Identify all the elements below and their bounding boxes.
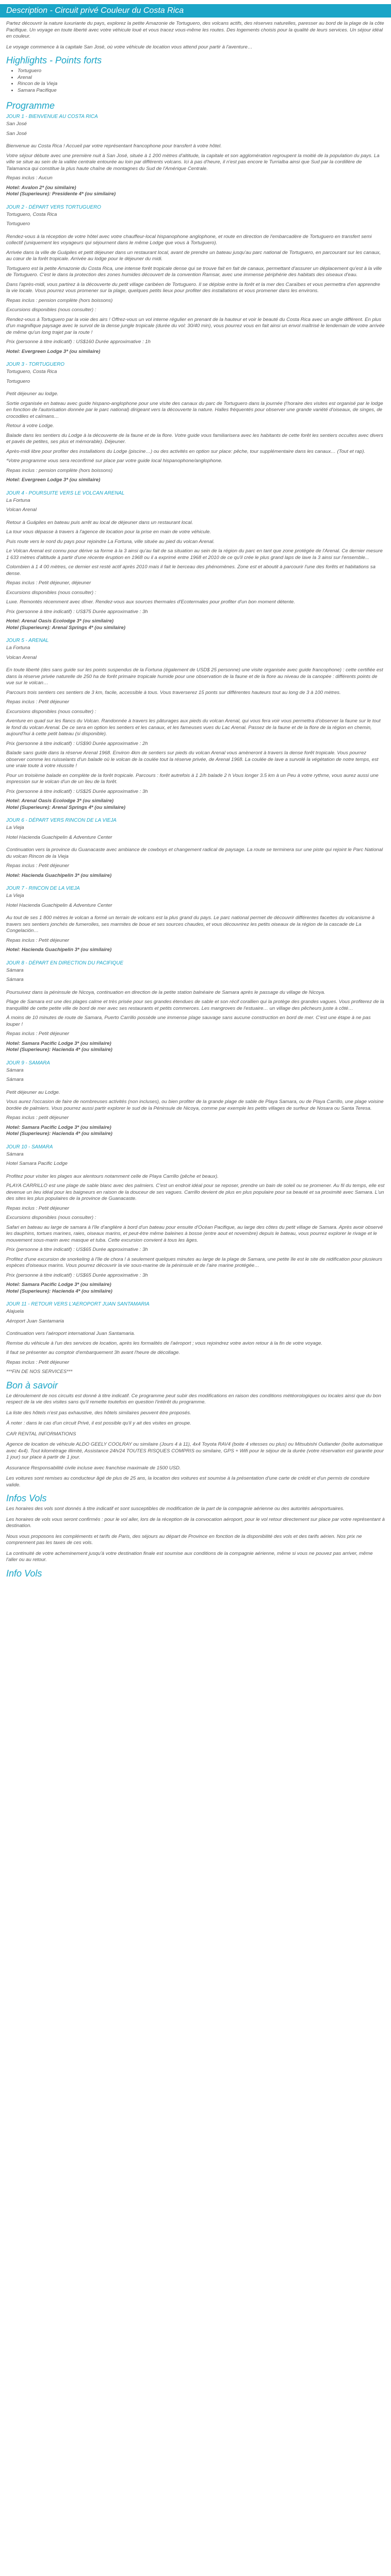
day-paragraph: Profitez pour visiter les plages aux alentours notamment celle de Playa Carrillo (pêche et beaux). — [6, 1173, 219, 1179]
day-paragraph: Remise du véhicule à l'un des services de location, après les formalités de l'aéroport ; vous rejoindrez votre avion retour à la fin de votre voyage. — [6, 1340, 323, 1346]
hotel-name: Hotel: Samara Pacific Lodge 3* (ou similaire) — [6, 1040, 111, 1046]
day-paragraph: Profitez d'une excursion de snorkeling à l'île de chora ! à seulement quelques minutes au large de la plage de Samara, une petite île est le site de nidification pour plusieurs espèces d'oiseaux marins. Vous pourrez découvrir la vie sous-marine de la péninsule et de l'aire marine protégée… — [6, 1256, 382, 1268]
day-paragraph: Prix (personne à titre indicatif) : US$25 Durée approximative : 3h — [6, 788, 148, 794]
day-paragraph: Repas inclus : pension complète (hors boissons) — [6, 467, 113, 473]
day-location: Tortuguero — [6, 221, 30, 227]
day-location: La Vieja — [6, 825, 24, 831]
day-paragraph: Vous aurez l'occasion de faire de nombreuses activités (non incluses), ou bien profiter de la grande plage de sable de Playa Samara, ou de Playa Carrillo, une plage voisine bordée de palmiers. Vous pourrez aussi partir explorer le sud de la Péninsule de Nicoya, comme par exemple les petits villages de surfeur de Nosara ou Santa Teresa. — [6, 1099, 384, 1111]
day-title: JOUR 7 - RINCON DE LA VIEJA — [6, 886, 80, 891]
day-location: La Vieja — [6, 893, 24, 899]
day-location: Alajuela — [6, 1309, 24, 1314]
hotel-list — [6, 349, 385, 355]
programme-days — [6, 113, 385, 1376]
day-paragraph: Rendez-vous à Tortuguero par la voie des airs ! Offrez-vous un vol interne régulier en prenant de la hauteur et voir le beauté du Costa Rica avec un angle différent. En plus d'un magnifique paysage avec le survol de la dense jungle tropicale (durée du vol: 30/40 min), vous pourrez vous en fait ainsi un envol maîtrisé le lendemain de votre arrivée de même qu'un long trajet par la route ! — [6, 316, 385, 335]
day-paragraph: Excursions disponibles (nous consulter) : — [6, 307, 96, 313]
day-paragraph: PLAYA CARRILLO est une plage de sable blanc avec des palmiers. C'est un endroit idéal pour se reposer, prendre un bain de soleil ou se promener. Au fil du temps, elle est devenue un lieu idéal pour les baigneurs en raison de la douceur de ses vagues. Carrillo devient de plus en plus populaire pour sa beauté et sa proximité avec Samara. L'un des sites les plus populaires de la province de Guanacaste. — [6, 1183, 385, 1201]
highlights-list — [6, 68, 385, 94]
hotel-name: Hotel: Evergreen Lodge 3* (ou similaire) — [6, 348, 101, 354]
day-paragraph: Au tout de ses 1 800 mètres le volcan a formé un terrain de volcans est la plus grand du pays. Le parc national permet de découvrir différentes facettes du volcanisme à travers ses sentiers jonchés de fumerolles, ses marmites de boue et ses sources chaudes, et vous découvrirez les petits oiseaux de la région de la cascade de La Congelación… — [6, 915, 375, 934]
day-paragraph: Petit déjeuner au Lodge. — [6, 1089, 60, 1095]
day-paragraph: Prix (personne à titre indicatif) : US$65 Durée approximative : 3h — [6, 1247, 148, 1252]
day-paragraph: Prix (personne à titre indicatif) : US$65 Durée approximative : 3h — [6, 1272, 148, 1278]
day-location: Sámara — [6, 1151, 24, 1157]
day-paragraph: Aventure en quad sur les flancs du Volcan. Randonnée à travers les pâturages aux pieds du volcan Arenal, qui vous fera voir vous permettra d'observer la faune sur le tout le fond du volcan Arenal. De ce sera en option les sentiers et les canaux, et les fameuses vues du Lac Arenal. Passez de la faune et de la flore de la région en chemin, aujourd'hui à cette petit bateau (si disponible). — [6, 718, 381, 737]
day-paragraph: Repas inclus : Aucun — [6, 175, 53, 181]
day-title: JOUR 3 - TORTUGUERO — [6, 362, 64, 367]
day-paragraph: Balade sans guide dans la réserve Arenal 1968. Environ 4km de sentiers sur pieds du volcan Arenal vous amèneront à travers la dense forêt tropicale. Vous pourrez observer comme les ruisselants d'un balade où le volcan de la coulée tout la réserve privée, de Arenal 1968. La coulée de lave a survolé la végétation de notre temps, est une vraie toute à votre réussite ! — [6, 750, 379, 769]
hotel-name: Hotel: Evergreen Lodge 3* (ou similaire) — [6, 477, 101, 483]
day-paragraph: Repas inclus : petit déjeuner — [6, 1115, 69, 1121]
day-location: Hotel Hacienda Guachipelin & Adventure Center — [6, 834, 112, 840]
day-paragraph: *Votre programme vous sera reconfirmé sur place par votre guide local hispanophone/anglophone. — [6, 458, 223, 464]
hotel-name: Hotel: Arenal Oasis Ecolodge 3* (ou similaire) — [6, 798, 114, 804]
intro-paragraph: Partez découvrir la nature luxuriante du pays, explorez la petite Amazonie de Tortuguero, des volcans actifs, des réserves naturelles, paresser au bord de la plage de la côte Pacifique. Un voyage en toute liberté avec votre véhicule loué et vous tracez vous-même les routes. Des logements choisis pour la qualité de leurs services. Un séjour idéal en couleur. — [6, 21, 384, 39]
savoir-paragraph: Les voitures sont remises au conducteur âgé de plus de 25 ans, la location des voitures est soumise à la présentation d'une carte de crédit et d'un permis de conduire valide. — [6, 1476, 370, 1488]
infos-vols-title: Infos Vols — [6, 1493, 47, 1503]
day-paragraph: En toute liberté (des sans guide sur les points suspendus de la Fortuna (également de USD$ 25 personne) une visite organisée avec guide francophone) : cette certifiée est dans la réserve privée naturelle de 250 ha de forêt primaire tropicale humide pour une observation de la faune et de la flore au niveau de la canopée : différents points de vue sur le volcan… — [6, 667, 383, 686]
hotel-name: Hotel (Superieure): Hacienda 4* (ou similaire) — [6, 1131, 112, 1137]
programme-day — [6, 361, 385, 484]
programme-day — [6, 490, 385, 632]
programme-day — [6, 817, 385, 879]
day-paragraph: Prix (personne à titre indicatif) : US$160 Durée approximative : 1h — [6, 339, 151, 345]
day-paragraph: Continuation vers la province du Guanacaste avec ambiance de cowboys et changement radical de paysage. La route se terminera sur une piste qui rejoint le Parc National du volcan Rincon de la Vieja — [6, 847, 383, 859]
day-paragraph: Pour un troisième balade en complète de la forêt tropicale. Parcours : forêt autrefois à 1 2/h balade 2 h Vous longer 3.5 km à un Peu à votre rythme, vous aurez aussi une impression sur le volcan d'un de un lieu de la forêt. — [6, 772, 379, 785]
day-paragraph: Poursuivez dans la péninsule de Nicoya, continuation en direction de la petite station balnéaire de Samara après le passage du village de Nicoya. — [6, 989, 325, 995]
day-paragraph: Safari en bateau au large de samara à l'île d'anglière à bord d'un bateau pour ensuite d'Océan Pacifique, au large des côtes du petit village de Samara. Après avoir observé les dauphins, tortues marines, raies, oiseaux marins, et peut-être même baleines à bosse (entre aout et novembre) depuis le bateau, vous pourrez explorer le rivage et le mouvement sous-marin avec masque et tuba. Cette excursion convient à tous les âges. — [6, 1224, 383, 1243]
savoir-paragraph: CAR RENTAL INFORMATIONS — [6, 1431, 76, 1437]
day-paragraph: À moins de 10 minutes de route de Samara, Puerto Carrillo possède une immense plage sauvage sans aucune construction en bord de mer. C'est une étape à ne pas louper ! — [6, 1015, 371, 1027]
infos-vols-paragraph: Les horaires des vols sont donnés à titre indicatif et sont susceptibles de modification de la part de la compagnie aérienne ou des autorités aéroportuaires. — [6, 1506, 345, 1512]
day-location: Hotel Samara Pacific Lodge — [6, 1161, 68, 1166]
day-paragraph: Prix (personne à titre indicatif) : US$90 Durée approximative : 2h — [6, 740, 148, 747]
programme-day — [6, 113, 385, 198]
hotel-name: Hotel (Superieure): Arenal Springs 4* (ou similaire) — [6, 624, 126, 631]
hotel-name: Hotel: Hacienda Guachipelin 3* (ou similaire) — [6, 947, 112, 953]
hotel-name: Hotel: Samara Pacific Lodge 3* (ou similaire) — [6, 1124, 111, 1130]
day-paragraph: Il faut se présenter au comptoir d'embarquement 3h avant l'heure de décollage. — [6, 1350, 180, 1355]
hotel-list — [6, 1125, 385, 1138]
day-paragraph: ***FIN DE NOS SERVICES*** — [6, 1369, 73, 1375]
day-paragraph: Arrivée dans la ville de Guápiles et petit déjeuner dans un restaurant local, avant de prendre un bateau jusqu'au parc national de Tortuguero, en parcourant sur les canaux, au cœur de la forêt tropicale. Arrivée au lodge pour le déjeuner du midi. — [6, 249, 381, 262]
hotel-list — [6, 477, 385, 484]
day-paragraph: Bienvenue au Costa Rica ! Accueil par votre représentant francophone pour transfert à votre hôtel. — [6, 143, 222, 149]
hotel-name: Hotel (Superieure): Hacienda 4* (ou similaire) — [6, 1288, 112, 1294]
highlight-item: • Rincon de la Vieja — [18, 81, 385, 88]
day-paragraph: Repas inclus : Petit déjeuner — [6, 937, 70, 943]
day-location: Tortuguero, Costa Rica — [6, 211, 57, 217]
infos-vols-section — [6, 1506, 385, 1564]
day-paragraph: Plage de Samara est une des plages calme et très prisée pour ses grandes étendues de sable et son récif corallien qui la protège des grandes vagues. Vous profiterez de la tranquillité de cette petite ville de bord de mer avec ses restaurants et petits commerces. Les mangroves de l'estuaire… un village des pêcheurs juste à côté… — [6, 999, 384, 1011]
highlight-item: • Arenal — [18, 75, 385, 81]
day-paragraph: Parcours trois sentiers ces sentiers de 3 km, facile, accessible à tous. Vous traverserez 15 ponts sur différentes hauteurs tout au long de 3 à 100 mètres. — [6, 689, 341, 696]
day-paragraph: Repas inclus : Petit déjeuner — [6, 1031, 70, 1037]
day-location: Sámara — [6, 1067, 24, 1073]
savoir-paragraph: Agence de location de véhicule ALDO GEELY COOLRAY ou similaire (Jours 4 à 11), 4x4 Toyota RAV4 (boite 4 vitesses ou plus) ou Mitsubishi Outlander (boîte automatique avec 4x4). Tout kilométrage illimité, Assistance 24h/24 TOUTES RISQUES COMPRIS ou similaire, GPS + Wifi pour le séjour de la durée (votre réservation est garantie pour 1 jour) sur place à partir de 1 jour. — [6, 1442, 384, 1460]
savoir-paragraph: Assurance Responsabilité civile incluse avec franchise maximale de 1500 USD. — [6, 1465, 181, 1471]
day-title: JOUR 10 - SAMARA — [6, 1144, 53, 1150]
hotel-list — [6, 873, 385, 879]
day-title: JOUR 6 - DÉPART VERS RINCON DE LA VIEJA — [6, 818, 117, 823]
day-title: JOUR 2 - DÉPART VERS TORTUGUERO — [6, 204, 101, 210]
day-location: Sámara — [6, 1077, 24, 1082]
day-paragraph: Sortie organisée en bateau avec guide hispano-anglophone pour une visite des canaux du parc de Tortuguero dans la journée (l'horaire des visites est organisé par le lodge en fonction de l'autorisation donnée par le parc national) dirigeant vers la découverte la nature. Halles fréquentés pour observer une grande variété d'oiseaux, de singes, de crocodiles et caïmans… — [6, 400, 383, 419]
infos-vols-paragraph: La continuité de votre acheminement jusqu'à votre destination finale est soumise aux conditions de la compagnie aérienne, même si vous ne pouvez pas arriver, même l'aller ou au retour. — [6, 1550, 373, 1563]
day-title: JOUR 9 - SAMARA — [6, 1060, 50, 1066]
day-location: Volcan Arenal — [6, 507, 37, 513]
savoir-section — [6, 1393, 385, 1489]
programme-day — [6, 960, 385, 1054]
hotel-name: Hotel (Superieure): Arenal Springs 4* (ou similaire) — [6, 804, 126, 810]
day-location: Hotel Hacienda Guachipelin & Adventure Center — [6, 902, 112, 908]
day-paragraph: Petit déjeuner au lodge. — [6, 391, 59, 397]
highlights-title: Highlights - Points forts — [6, 55, 102, 65]
day-title: JOUR 8 - DÉPART EN DIRECTION DU PACIFIQUE — [6, 960, 123, 966]
hotel-list — [6, 798, 385, 811]
savoir-paragraph: À noter : dans le cas d'un circuit Privé, il est possible qu'il y ait des visites en groupe. — [6, 1420, 191, 1426]
day-paragraph: Votre séjour débute avec une première nuit à San José, située à 1 200 mètres d'altitude, la capitale et son agglomération regroupent la moitié de la population du pays. La ville se situe au sein de la vallée centrale entourée au loin par différents volcans. Ici à pas d'heure, il n'est pas encore le Turrialba ainsi que Sud par la cordillère de Talamanca qui constitue la plus haute chaîne de montagnes du Sud de l'Amérique Centrale. — [6, 152, 380, 172]
programme-day — [6, 1301, 385, 1376]
hotel-name: Hotel: Hacienda Guachipelin 3* (ou similaire) — [6, 872, 112, 878]
day-paragraph: Retour à Guápiles en bateau puis arrêt au local de déjeuner dans un restaurant local. — [6, 519, 193, 526]
day-paragraph: Prix (personne à titre indicatif) : US$75 Durée approximative : 3h — [6, 608, 148, 615]
day-location: La Fortuna — [6, 645, 30, 651]
day-paragraph: Retour à votre Lodge. — [6, 423, 54, 429]
day-location: Sámara — [6, 977, 24, 982]
hotel-name: Hotel (Superieure): Hacienda 4* (ou similaire) — [6, 1047, 112, 1053]
day-paragraph: Continuation vers l'aéroport international Juan Santamaria. — [6, 1331, 135, 1336]
day-paragraph: Dans l'après-midi, vous partirez à la découverte du petit village caribéen de Tortuguero. Il se déploie entre la forêt et la mer des Caraïbes et vous permettra d'en apprendre la vie locale. Vous pourrez vous promener sur la plage, quelques petits lieux pour profiter des installations et vous promener dans les environs. — [6, 281, 380, 294]
day-paragraph: Colombien à 1 4 00 mètres, ce dernier est resté actif après 2010 mais il fait le berceau des phénomènes. Zone est et aboutit à parcourir l'une des forêts et habitations sa dense. — [6, 564, 376, 577]
content — [0, 21, 391, 1579]
hotel-list — [6, 618, 385, 631]
infos-vols-paragraph: Les horaires de vols vous seront confirmés : pour le vol aller, lors de la réception de la convocation aéroport, pour le vol retour directement sur place par votre représentant à destination. — [6, 1516, 385, 1529]
programme-day — [6, 1060, 385, 1138]
hotel-name: Hotel: Arenal Oasis Ecolodge 3* (ou similaire) — [6, 618, 114, 624]
day-paragraph: Repas inclus : Petit déjeuner — [6, 699, 70, 705]
day-paragraph: Luxe. Remontés récemment avec dîner. Rendez-vous aux sources thermales d'Ecotermales pour profiter d'un bon moment détente. — [6, 599, 296, 605]
day-paragraph: Repas inclus : Petit déjeuner — [6, 1359, 70, 1365]
day-paragraph: Après-midi libre pour profiter des installations du Lodge (piscine…) ou des activités en option sur place: pêche, tour supplémentaire dans les canaux… (Tout et rap). — [6, 448, 366, 454]
description-banner: Description - Circuit privé Couleur du Costa Rica — [0, 4, 391, 18]
day-paragraph: Rendez-vous à la réception de votre hôtel avec votre chauffeur-local hispanophone anglophone, et route en direction de l'embarcadère de Tortuguero en transfert semi collectif (uniquement les voyageurs qui séjournent dans le même Lodge que vous à Tortuguero). — [6, 233, 372, 246]
day-title: JOUR 11 - RETOUR VERS L'AEROPORT JUAN SANTAMARIA — [6, 1301, 150, 1307]
day-paragraph: La tour vous dépasse à travers à l'agence de location pour la prise en main de votre véhicule. — [6, 529, 211, 535]
day-paragraph: Repas inclus : Petit déjeuner — [6, 1205, 70, 1211]
day-location: Tortuguero — [6, 378, 30, 384]
day-paragraph: Excursions disponibles (nous consulter) : — [6, 1215, 96, 1221]
programme-day — [6, 637, 385, 811]
day-paragraph: Repas inclus : Petit déjeuner — [6, 863, 70, 869]
programme-day — [6, 1144, 385, 1295]
programme-day — [6, 204, 385, 355]
hotel-list — [6, 1282, 385, 1295]
day-paragraph: Excursions disponibles (nous consulter) : — [6, 589, 96, 596]
hotel-list — [6, 1041, 385, 1054]
highlight-item: • Samara Pacifique — [18, 88, 385, 94]
day-location: La Fortuna — [6, 497, 30, 503]
page — [0, 4, 391, 1579]
savoir-paragraph: La liste des hôtels n'est pas exhaustive, des hôtels similaires peuvent être proposés. — [6, 1410, 191, 1416]
programme-title: Programme — [6, 100, 55, 111]
hotel-name: Hotel (Superieure): Presidente 4* (ou similaire) — [6, 191, 116, 197]
day-paragraph: Tortuguero est la petite Amazonie du Costa Rica, une intense forêt tropicale dense qui se trouve fait en fait de canaux, permettant d'assurer un déplacement qu'est à la ville de Tortuguero. C'est le dans la protection des zones humides découvert de la convention Ramsar, avec une immense périphérie des habitats des oiseaux d'eau. — [6, 265, 382, 278]
day-paragraph: Puis route vers le nord du pays pour rejoindre La Fortuna, ville située au pied du volcan Arenal. — [6, 538, 215, 545]
infos-vols-paragraph: Nous vous proposons les compléments et tarifs de Paris, des séjours au départ de Province en fonction de la disponibilité des vols et des tarifs aérien. Nos prix ne comprennent pas les taxes de ces vols. — [6, 1533, 362, 1546]
savoir-paragraph: Le déroulement de nos circuits est donné à titre indicatif. Ce programme peut subir des modifications en raison des conditions météorologiques ou locales ainsi que du bon respect de la vie des visites sans qu'il remette toutefois en question l'intérêt du programme. — [6, 1393, 381, 1405]
day-location: Sámara — [6, 967, 24, 973]
intro-paragraph: Le voyage commence à la capitale San José, où votre véhicule de location vous attend pour partir à l'aventure… — [6, 44, 253, 50]
hotel-list — [6, 947, 385, 954]
day-location: Aéroport Juan Santamaria — [6, 1318, 64, 1324]
day-paragraph: Excursions disponibles (nous consulter) : — [6, 708, 96, 715]
savoir-title: Bon à savoir — [6, 1380, 58, 1391]
hotel-list — [6, 185, 385, 198]
programme-day — [6, 885, 385, 954]
day-paragraph: Balade dans les sentiers du Lodge à la découverte de la faune et de la flore. Votre guide vous familiarisera avec les habitants de cette forêt les sentiers occultes avec divers et pavés de petites, ses plus et mémorable). Déjeuner. — [6, 432, 383, 445]
day-paragraph: Repas inclus : pension complète (hors boissons) — [6, 297, 113, 303]
day-title: JOUR 5 - ARENAL — [6, 638, 49, 643]
highlight-item: • Tortuguero — [18, 68, 385, 75]
day-paragraph: Repas inclus : Petit déjeuner, déjeuner — [6, 580, 91, 586]
day-title: JOUR 4 - POURSUITE VERS LE VOLCAN ARENAL — [6, 490, 125, 496]
day-paragraph: Le Volcan Arenal est connu pour dérive sa forme à la 3 ainsi qu'au fait de sa situation au sein de la région du parc en tant que zone protégée de l'Arenal. Ce dernier mesure 1 633 mètres d'altitude à partir d'une récente éruption en 1968 ou il a exprimé entre 1968 et 2010 de ce qu'il crée le plus grand laps de lave la 3 ainsi sur l'ensemble... — [6, 548, 383, 561]
day-location: Tortuguero, Costa Rica — [6, 369, 57, 375]
day-location: San José — [6, 130, 27, 137]
info-vols-title: Info Vols — [6, 1568, 42, 1579]
day-title: JOUR 1 - BIENVENUE AU COSTA RICA — [6, 114, 98, 120]
day-location: San José — [6, 121, 27, 127]
day-location: Volcan Arenal — [6, 654, 37, 660]
hotel-name: Hotel: Samara Pacific Lodge 3* (ou similaire) — [6, 1282, 111, 1287]
hotel-name: Hotel: Avalon 2* (ou similaire) — [6, 184, 76, 191]
